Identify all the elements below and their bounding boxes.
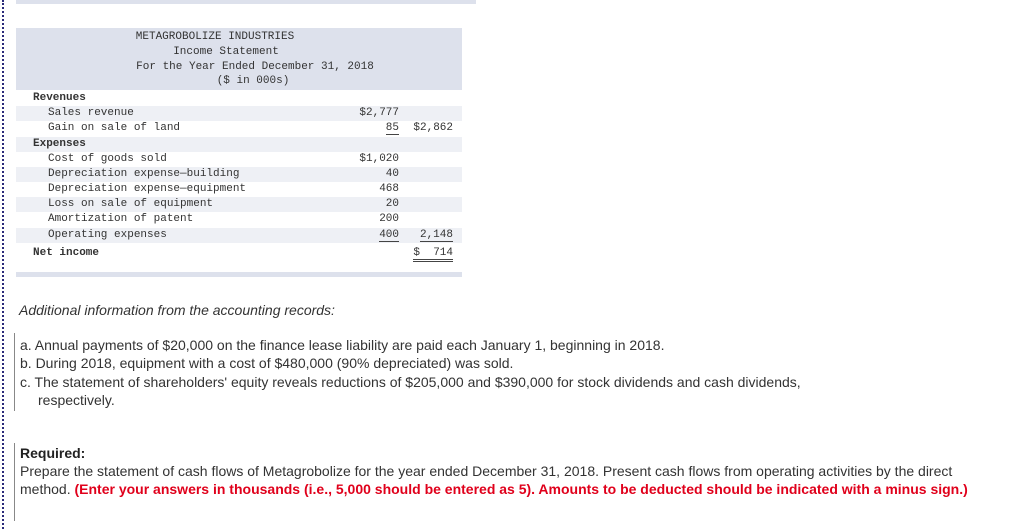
table-row	[16, 106, 462, 121]
table-row	[16, 212, 462, 227]
line-item-label: Cost of goods sold	[48, 153, 167, 165]
table-row	[16, 228, 462, 243]
line-item-label: Loss on sale of equipment	[48, 198, 214, 210]
line-item-label: Operating expenses	[48, 229, 167, 241]
line-item-amount: $2,777	[359, 107, 399, 119]
required-text	[20, 462, 970, 498]
left-dotted-border	[2, 0, 4, 529]
revenues-label: Revenues	[33, 92, 86, 104]
list-item-text: c. The statement of shareholders' equity reveals reductions of $205,000 and $390,000 for stock dividends and cash dividends,	[20, 374, 801, 390]
net-income-row	[16, 246, 462, 261]
revenues-heading-row	[16, 91, 462, 106]
line-item-amount: $1,020	[359, 153, 399, 165]
statement-units: ($ in 000s)	[216, 75, 290, 87]
table-row	[16, 152, 462, 167]
table-row	[16, 121, 462, 136]
additional-info-title: Additional information from the accounting records:	[19, 302, 335, 318]
line-item-amount: 200	[379, 213, 399, 225]
required-entry-note: (Enter your answers in thousands (i.e., 5,000 should be entered as 5). Amounts to be deducted should be indicated with a minus sign.)	[74, 481, 968, 497]
table-row	[16, 167, 462, 182]
list-item-continuation: respectively.	[38, 392, 115, 408]
net-income-label: Net income	[33, 247, 100, 259]
line-item-total: $2,862	[413, 122, 453, 134]
list-item: a. Annual payments of $20,000 on the finance lease liability are paid each January 1, beginning in 2018.	[20, 337, 665, 353]
company-name: METAGROBOLIZE INDUSTRIES	[135, 31, 295, 43]
line-item-amount: 20	[385, 198, 399, 210]
statement-title: Income Statement	[173, 46, 279, 58]
expenses-label: Expenses	[33, 138, 86, 150]
list-item: b. During 2018, equipment with a cost of $480,000 (90% depreciated) was sold.	[20, 355, 514, 371]
required-title: Required:	[20, 445, 86, 461]
required-instructions: Prepare the statement of cash flows of Metagrobolize for the year ended December 31, 2018. Present cash flows from operating activities by the direct method.	[20, 463, 953, 497]
line-item-amount: 400	[379, 229, 399, 241]
line-item-label: Sales revenue	[48, 107, 134, 119]
line-item-label: Depreciation expense—equipment	[48, 183, 247, 195]
line-item-label: Depreciation expense—building	[48, 168, 240, 180]
required-section	[14, 443, 1005, 521]
statement-header	[16, 28, 462, 90]
statement-bottom-divider	[16, 272, 462, 277]
additional-info-list	[14, 333, 965, 411]
net-income-value: $ 714	[413, 247, 453, 262]
statement-period: For the Year Ended December 31, 2018	[136, 61, 374, 73]
table-row	[16, 197, 462, 212]
line-item-amount: 468	[379, 183, 399, 195]
table-row	[16, 182, 462, 197]
line-item-total: 2,148	[419, 229, 453, 241]
line-item-label: Amortization of patent	[48, 213, 194, 225]
line-item-amount: 85	[385, 122, 399, 134]
list-item	[20, 373, 960, 409]
expenses-heading-row	[16, 137, 462, 152]
top-divider	[16, 0, 476, 4]
line-item-amount: 40	[385, 168, 399, 180]
line-item-label: Gain on sale of land	[48, 122, 181, 134]
